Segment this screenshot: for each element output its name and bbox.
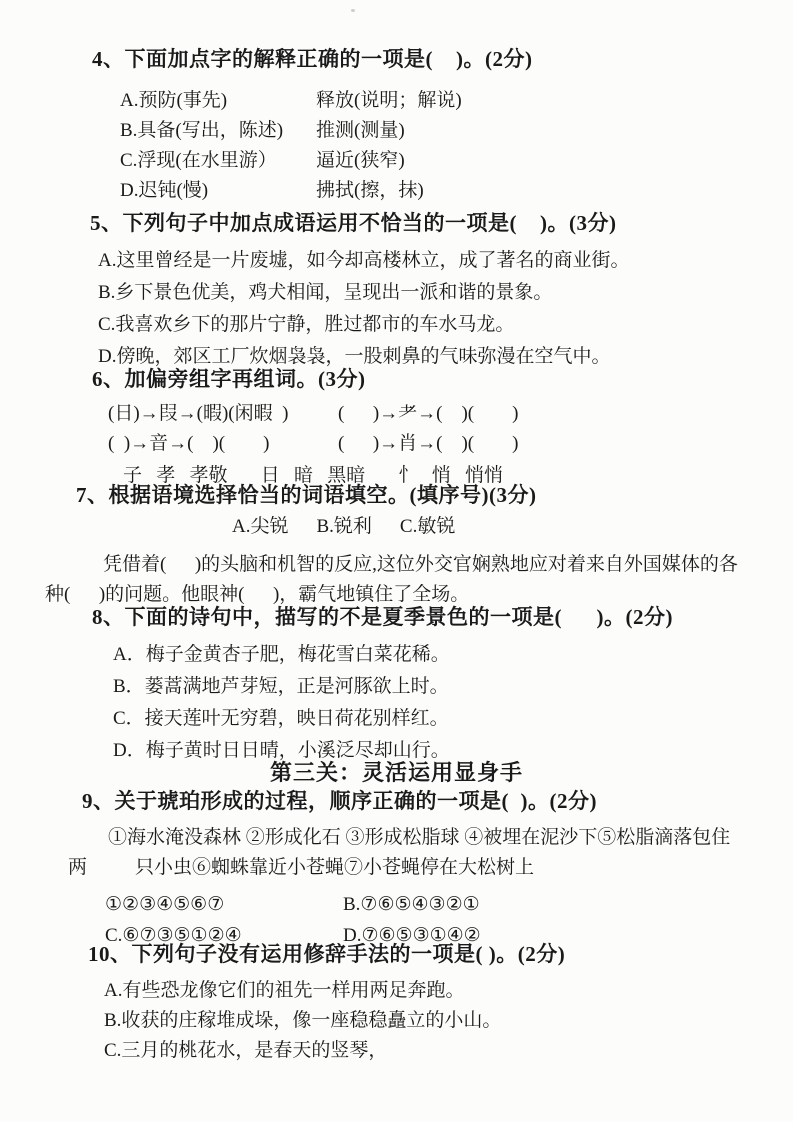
question-7 xyxy=(0,482,793,610)
option-left: C.浮现(在水里游） xyxy=(120,150,277,171)
question-10 xyxy=(0,941,793,1066)
section-title: 第三关：灵活运用显身手 xyxy=(269,760,523,785)
option-row xyxy=(120,116,793,146)
question-6-title: 6、加偏旁组字再组词。(3分) xyxy=(92,367,366,391)
scan-artifact-dot xyxy=(351,9,355,12)
question-8-title: 8、下面的诗句中，描写的不是夏季景色的一项是( )。(2分) xyxy=(92,605,673,629)
option-line: D.傍晚，郊区工厂炊烟袅袅，一股刺鼻的气味弥漫在空气中。 xyxy=(98,346,611,367)
option-line: C．接天莲叶无穷碧，映日荷花别样红。 xyxy=(113,708,449,729)
line2-rest: 只小虫⑥蜘蛛靠近小苍蝇⑦小苍蝇停在大松树上 xyxy=(135,857,535,878)
option-line: A．梅子金黄杏子肥，梅花雪白菜花稀。 xyxy=(113,644,450,665)
radical-blank-left: (日)→叚→(暇)(闲暇 ) xyxy=(108,403,289,424)
option-line: A.有些恐龙像它们的祖先一样用两足奔跑。 xyxy=(104,980,465,1001)
word-gloss-right: 拂拭(擦，抹) xyxy=(316,180,424,201)
radical-blank-right: ( )→耂→( )( ) xyxy=(338,403,519,424)
question-10-title: 10、下列句子没有运用修辞手法的一项是( )。(2分) xyxy=(88,942,566,966)
question-4-title: 4、下面加点字的解释正确的一项是( )。(2分) xyxy=(92,47,533,71)
choice-a: A.尖锐 xyxy=(232,516,289,537)
option-line: B.收获的庄稼堆成垛，像一座稳稳矗立的小山。 xyxy=(104,1010,502,1031)
question-8 xyxy=(0,604,793,767)
option-line: C.我喜欢乡下的那片宁静，胜过都市的车水马龙。 xyxy=(98,314,515,335)
question-8-options xyxy=(113,639,793,767)
choice-c: C.敏锐 xyxy=(399,516,456,537)
blank-row xyxy=(108,399,793,429)
radical-blank-right: ( )→肖→( )( ) xyxy=(338,433,519,454)
word-gloss-right: 逼近(狭窄) xyxy=(316,150,405,171)
question-5-title: 5、下列句子中加点成语运用不恰当的一项是( )。(3分) xyxy=(90,211,617,235)
blank-row xyxy=(108,429,793,459)
option-line: B.乡下景色优美，鸡犬相闻，呈现出一派和谐的景象。 xyxy=(98,282,553,303)
question-9 xyxy=(0,788,793,951)
section-3-header xyxy=(0,759,793,787)
sequence-items-line2 xyxy=(68,853,793,883)
option-line: C.三月的桃花水，是春天的竖琴， xyxy=(104,1040,388,1061)
question-9-title: 9、关于琥珀形成的过程，顺序正确的一项是( )。(2分) xyxy=(82,789,597,813)
fill-in-paragraph-line1: 凭借着( )的头脑和机智的反应,这位外交官娴熟地应对着来自外国媒体的各 xyxy=(103,554,738,575)
sequence-items-line1: ①海水淹没森林 ②形成化石 ③形成松脂球 ④被埋在泥沙下⑤松脂滴落包住 xyxy=(108,827,731,848)
option-left: B.具备(写出，陈述) xyxy=(120,120,284,141)
option-right: D.⑦⑥⑤③①④② xyxy=(343,925,481,946)
word-choices xyxy=(232,514,793,540)
question-10-options xyxy=(104,976,793,1066)
answer-hint-row: 子 孝 孝敬 日 暗 黑暗 忄 悄 悄悄 xyxy=(123,465,504,486)
word-gloss-right: 推测(测量) xyxy=(316,120,405,141)
question-7-title: 7、根据语境选择恰当的词语填空。(填序号)(3分) xyxy=(76,483,537,507)
option-line: D．梅子黄时日日晴，小溪泛尽却山行。 xyxy=(113,740,450,761)
option-left: A.预防(事先) xyxy=(120,90,228,111)
option-line: B．蒌蒿满地芦芽短，正是河豚欲上时。 xyxy=(113,676,449,697)
option-row xyxy=(120,176,793,206)
option-left: C.⑥⑦③⑤①②④ xyxy=(105,925,242,946)
question-6-blanks xyxy=(108,399,793,459)
fill-in-paragraph-line2: 种( )的问题。他眼神( )，霸气地镇住了全场。 xyxy=(45,584,470,605)
option-right: B.⑦⑥⑤④③②① xyxy=(343,894,480,915)
question-5 xyxy=(0,210,793,373)
option-row xyxy=(120,86,793,116)
option-row xyxy=(105,889,793,920)
option-left: D.迟钝(慢) xyxy=(120,180,209,201)
option-row xyxy=(120,146,793,176)
option-line: A.这里曾经是一片废墟，如今却高楼林立，成了著名的商业街。 xyxy=(98,250,630,271)
question-4 xyxy=(0,46,793,206)
question-5-options xyxy=(98,245,793,373)
radical-blank-left: ( )→音→( )( ) xyxy=(108,433,270,454)
word-gloss-right: 释放(说明；解说) xyxy=(316,90,462,111)
question-4-options xyxy=(120,86,793,206)
choice-b: B.锐利 xyxy=(316,516,372,537)
option-left: ①②③④⑤⑥⑦ xyxy=(105,894,225,915)
line2-prefix: 两 xyxy=(68,857,88,878)
question-6 xyxy=(0,366,793,489)
